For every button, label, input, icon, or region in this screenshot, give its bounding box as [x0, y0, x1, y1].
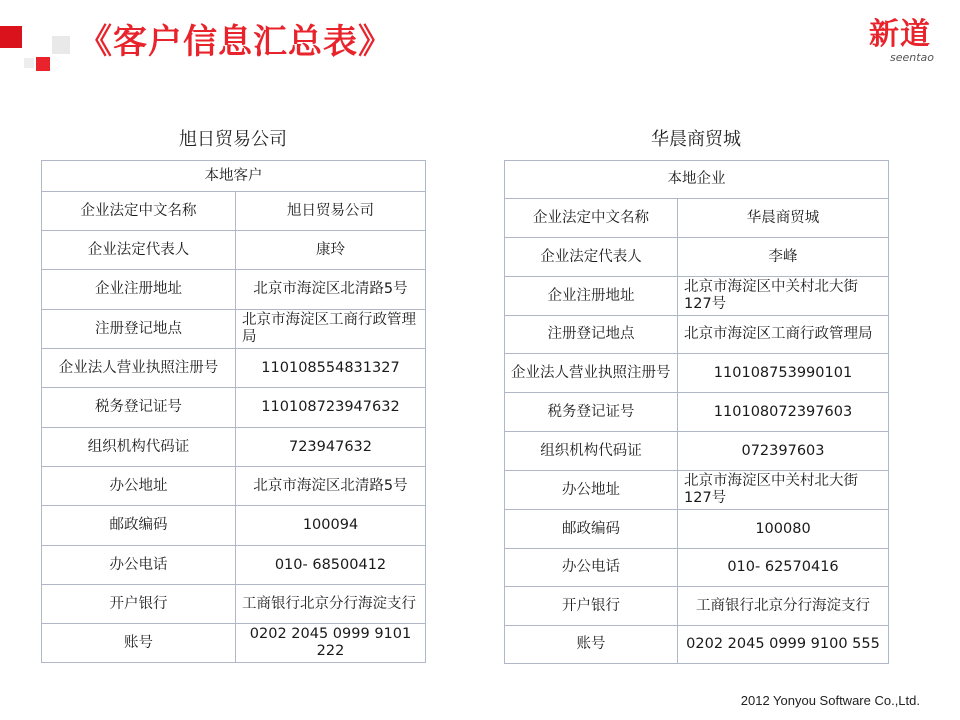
field-value: 010- 62570416: [678, 549, 889, 587]
field-label: 办公电话: [505, 549, 678, 587]
field-label: 账号: [505, 626, 678, 664]
field-value: 工商银行北京分行海淀支行: [678, 587, 889, 626]
decor-square-gray-large: [52, 36, 70, 54]
field-value: 110108072397603: [678, 393, 889, 432]
field-value: 北京市海淀区中关村北大街127号: [678, 277, 889, 316]
field-value: 旭日贸易公司: [236, 192, 426, 231]
field-value: 北京市海淀区北清路5号: [236, 467, 426, 506]
company-name-left: 旭日贸易公司: [179, 129, 287, 150]
field-label: 税务登记证号: [505, 393, 678, 432]
field-value: 723947632: [236, 428, 426, 467]
field-value: 康玲: [236, 231, 426, 270]
field-value: 工商银行北京分行海淀支行: [236, 585, 426, 624]
table-header: 本地企业: [505, 161, 889, 199]
table-header: 本地客户: [42, 161, 426, 192]
field-label: 注册登记地点: [42, 310, 236, 349]
field-value: 李峰: [678, 238, 889, 277]
field-value: 072397603: [678, 432, 889, 471]
field-value: 100094: [236, 506, 426, 546]
field-value: 110108554831327: [236, 349, 426, 388]
field-label: 企业法人营业执照注册号: [42, 349, 236, 388]
company-table-left: [41, 160, 426, 663]
decor-square-red-small: [36, 57, 50, 71]
field-value: 010- 68500412: [236, 546, 426, 585]
field-label: 邮政编码: [505, 510, 678, 549]
field-value: 110108723947632: [236, 388, 426, 428]
field-label: 开户银行: [42, 585, 236, 624]
field-label: 企业法人营业执照注册号: [505, 354, 678, 393]
field-value: 华晨商贸城: [678, 199, 889, 238]
field-label: 办公地址: [42, 467, 236, 506]
field-label: 邮政编码: [42, 506, 236, 546]
field-label: 组织机构代码证: [42, 428, 236, 467]
field-label: 开户银行: [505, 587, 678, 626]
logo-text: 新道: [869, 17, 931, 52]
field-label: 办公地址: [505, 471, 678, 510]
field-value: 110108753990101: [678, 354, 889, 393]
field-label: 企业法定代表人: [505, 238, 678, 277]
field-label: 企业注册地址: [42, 270, 236, 310]
brand-logo: [862, 18, 938, 64]
field-value: 100080: [678, 510, 889, 549]
field-value: 北京市海淀区工商行政管理局: [236, 310, 426, 349]
field-value: 0202 2045 0999 9100 555: [678, 626, 889, 664]
logo-subtext: seentao: [889, 51, 934, 64]
field-value: 北京市海淀区工商行政管理局: [678, 316, 889, 354]
field-label: 办公电话: [42, 546, 236, 585]
decor-square-red-large: [0, 26, 22, 48]
field-value: 北京市海淀区北清路5号: [236, 270, 426, 310]
field-label: 企业法定中文名称: [505, 199, 678, 238]
field-label: 账号: [42, 624, 236, 663]
field-value: 北京市海淀区中关村北大街127号: [678, 471, 889, 510]
field-label: 企业法定中文名称: [42, 192, 236, 231]
field-label: 组织机构代码证: [505, 432, 678, 471]
field-value: 0202 2045 0999 9101 222: [236, 624, 426, 663]
decor-square-gray-small: [24, 58, 34, 68]
company-table-right: [504, 160, 889, 664]
field-label: 企业注册地址: [505, 277, 678, 316]
field-label: 企业法定代表人: [42, 231, 236, 270]
field-label: 税务登记证号: [42, 388, 236, 428]
copyright-footer: 2012 Yonyou Software Co.,Ltd.: [740, 693, 920, 708]
company-name-right: 华晨商贸城: [651, 129, 741, 150]
page-title: 《客户信息汇总表》: [78, 22, 393, 62]
field-label: 注册登记地点: [505, 316, 678, 354]
